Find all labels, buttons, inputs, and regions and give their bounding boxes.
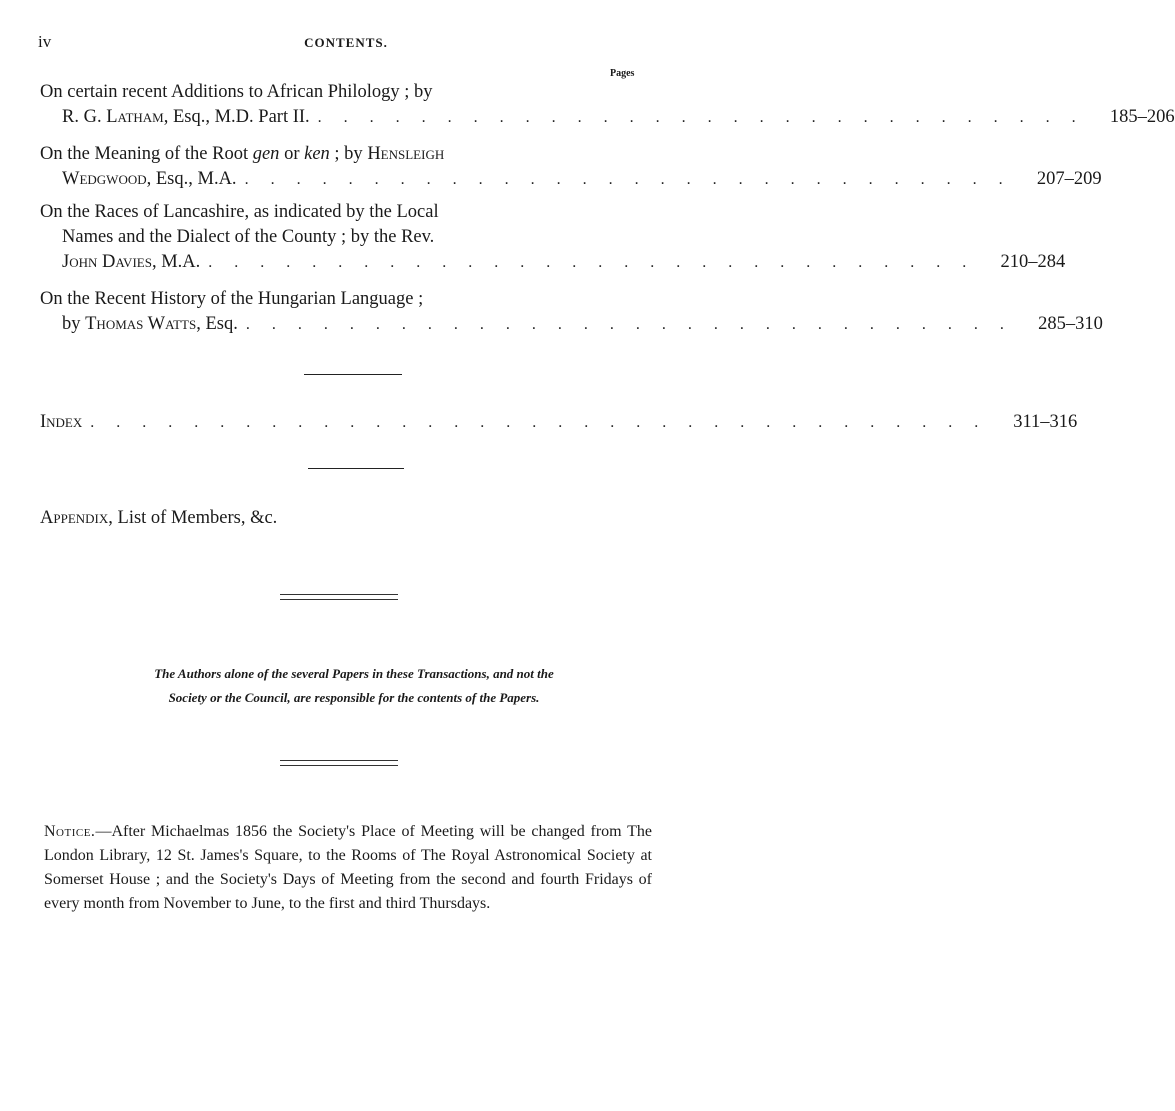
italic-word-gen: gen	[252, 144, 280, 164]
entry-author-suffix: , Esq.	[196, 314, 238, 334]
toc-entry-appendix	[40, 508, 277, 529]
entry-pages: 210–284	[1000, 252, 1066, 272]
entry-title	[40, 142, 668, 167]
dot-leader: . . . . . . . . . . . . . . . . . . . . . . . . . . . . . . . . . . .	[90, 414, 988, 431]
disclaimer	[44, 662, 664, 710]
entry-author-line	[40, 105, 1175, 130]
entry-author-first: Hensleigh	[367, 144, 445, 164]
toc-entry-index	[40, 410, 1078, 435]
entry-author: Thomas Watts	[85, 314, 197, 334]
appendix-label: Appendix	[40, 508, 109, 528]
title-text: or	[279, 144, 305, 164]
toc-entry-root-gen-ken	[40, 142, 1102, 192]
entry-title: On certain recent Additions to African Philology ; by	[40, 82, 433, 102]
dot-leader: . . . . . . . . . . . . . . . . . . . . . . . . . . . . . .	[317, 109, 1085, 126]
section-rule	[308, 468, 404, 469]
disclaimer-line: Society or the Council, are responsible for the contents of the Papers.	[168, 690, 540, 705]
entry-author-suffix: , Esq., M.D. Part II.	[163, 107, 310, 127]
index-label: Index	[40, 412, 83, 432]
entry-author: John Davies	[62, 252, 152, 272]
entry-title-cont: Names and the Dialect of the County ; by the Rev.	[62, 227, 435, 247]
notice-heading: Notice.	[44, 823, 96, 840]
entry-author-line	[40, 312, 1103, 337]
entry-author-line	[40, 250, 1066, 275]
double-rule	[280, 594, 398, 600]
dot-leader: . . . . . . . . . . . . . . . . . . . . . . . . . . . . . .	[208, 254, 976, 271]
entry-author: Wedgwood	[62, 169, 147, 189]
toc-entry-african-philology	[40, 80, 1175, 130]
running-head: CONTENTS.	[304, 35, 388, 50]
entry-pages: 207–209	[1036, 169, 1102, 189]
entry-author-suffix: , M.A.	[151, 252, 201, 272]
entry-by: by	[62, 314, 86, 334]
entry-title: On the Races of Lancashire, as indicated by the Local	[40, 202, 439, 222]
toc-entry-races-of-lancashire	[40, 200, 1066, 275]
notice-body: —After Michaelmas 1856 the Society's Place of Meeting will be changed from The London Library, 12 St. James's Square, to the Rooms of The Royal Astronomical Society at Somerset House ; and the Society's Days of Meeting from the second and fourth Fridays of every month from November to June, to the first and third Thursdays.	[44, 823, 652, 912]
dot-leader: . . . . . . . . . . . . . . . . . . . . . . . . . . . . . .	[244, 171, 1012, 188]
notice-paragraph	[44, 820, 652, 916]
entry-title: On the Recent History of the Hungarian Language ;	[40, 289, 424, 309]
entry-author-line	[40, 167, 1102, 192]
double-rule	[280, 760, 398, 766]
title-text: ; by	[329, 144, 368, 164]
page-number: iv	[38, 32, 52, 51]
dot-leader: . . . . . . . . . . . . . . . . . . . . . . . . . . . . . .	[245, 316, 1013, 333]
title-text: On the Meaning of the Root	[40, 144, 253, 164]
italic-word-ken: ken	[304, 144, 330, 164]
index-pages: 311–316	[1013, 412, 1078, 432]
pages-column-label: Pages	[610, 68, 635, 79]
entry-author: R. G. Latham	[62, 107, 164, 127]
toc-entry-hungarian-language	[40, 287, 1103, 337]
index-line	[40, 410, 1078, 435]
entry-pages: 185–206	[1109, 107, 1175, 127]
entry-author-suffix: , Esq., M.A.	[146, 169, 237, 189]
section-rule	[304, 374, 402, 375]
disclaimer-line: The Authors alone of the several Papers in these Transactions, and not the	[154, 666, 554, 681]
entry-pages: 285–310	[1038, 314, 1103, 334]
appendix-desc: , List of Members, &c.	[108, 508, 278, 528]
